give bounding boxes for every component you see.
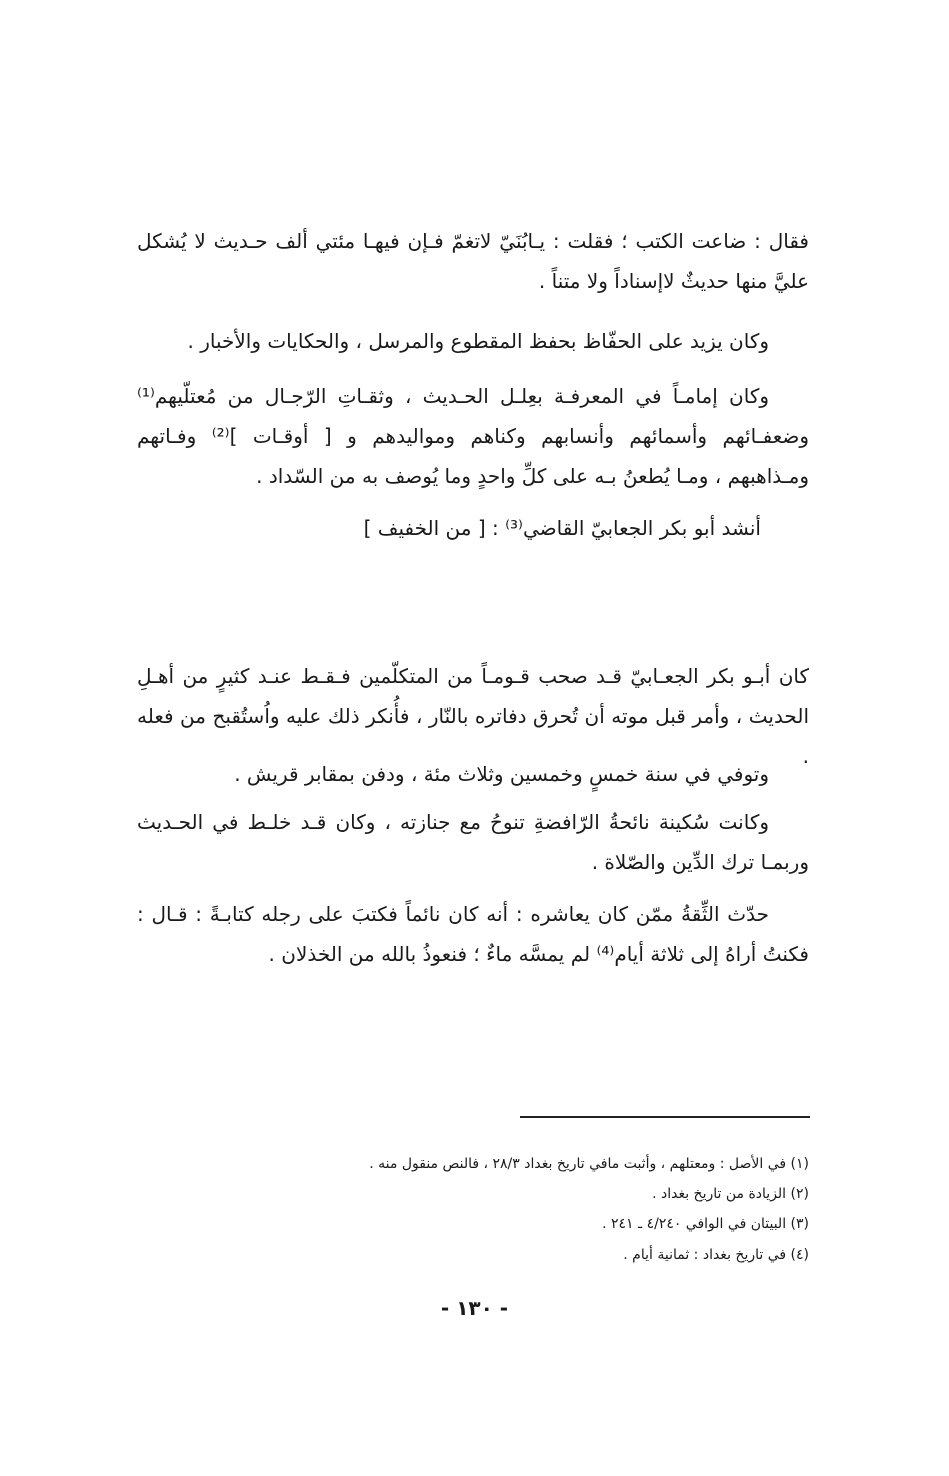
footnote-4: (٤) في تاريخ بغداد : ثمانية أيام . [623,1247,809,1263]
page-number: - ١٣٠ - [440,1296,509,1320]
poem-intro: أنشد أبو بكر الجعابيّ القاضي⁽³⁾ : [ من الخفيف ] [363,516,761,540]
paragraph-sukaina: وكانت سُكينة نائحةُ الرّافضةِ تنوحُ مع جنازته ، وكان قـد خلـط في الحـديث وربمـا ترك الدِّين والصّلاة . [137,810,809,874]
paragraph-memorization: وكان يزيد على الحفّاظ بحفظ المقطوع والمرسل ، والحكايات والأخبار . [187,329,769,353]
paragraph-trustworthy-report: حدّث الثِّقةُ ممّن كان يعاشره : أنه كان نائماً فكتبَ على رجله كتابـةً : قـال : فكنتُ أراهُ إلى ثلاثة أيام⁽⁴⁾ لم يمسَّه ماءٌ ؛ فنعوذُ بالله من الخذلان . [137,902,809,966]
footnote-1: (١) في الأصل : ومعتلهم ، وأثبت مافي تاريخ بغداد ٢٨/٣ ، فالنص منقول منه . [369,1156,809,1172]
footnote-3: (٣) البيتان في الوافي ٤/٢٤٠ ـ ٢٤١ . [602,1216,809,1232]
footnote-separator [520,1116,810,1118]
paragraph-hadith-knowledge: وكان إمامـاً في المعرفـة بعِلـل الحـديث ، وثقـاتِ الرّجـال من مُعتلّيهم⁽¹⁾ وضعفـائهم وأسمائهم وأنسابهم وكناهم ومواليدهم و [ أوقـات ]⁽²⁾ وفـاتهم ومـذاهبهم ، ومـا يُطعنُ بـه على كلِّ واحدٍ وما يُوصف به من السّداد . [137,384,809,488]
footnote-2: (٢) الزيادة من تاريخ بغداد . [652,1186,809,1202]
paragraph-lost-books: فقال : ضاعت الكتب ؛ فقلت : يـابُنَيّ لاتغمّ فـإن فيهـا مئتي ألف حـديث لا يُشكل عليَّ منها حديثٌ لاإسناداً ولا متناً . [137,229,809,293]
paragraph-death: وتوفي في سنة خمسٍ وخمسين وثلاث مئة ، ودفن بمقابر قريش . [234,762,769,786]
paragraph-jiabi-companions: كان أبـو بكر الجعـابيّ قـد صحب قـومـاً من المتكلّمين فـقـط عنـد كثيرٍ من أهـلِ الحديث ، وأمر قبل موته أن تُحرق دفاتره بالنّار ، فأُنكر ذلك عليه واُستُقبح من فعله . [137,664,809,768]
